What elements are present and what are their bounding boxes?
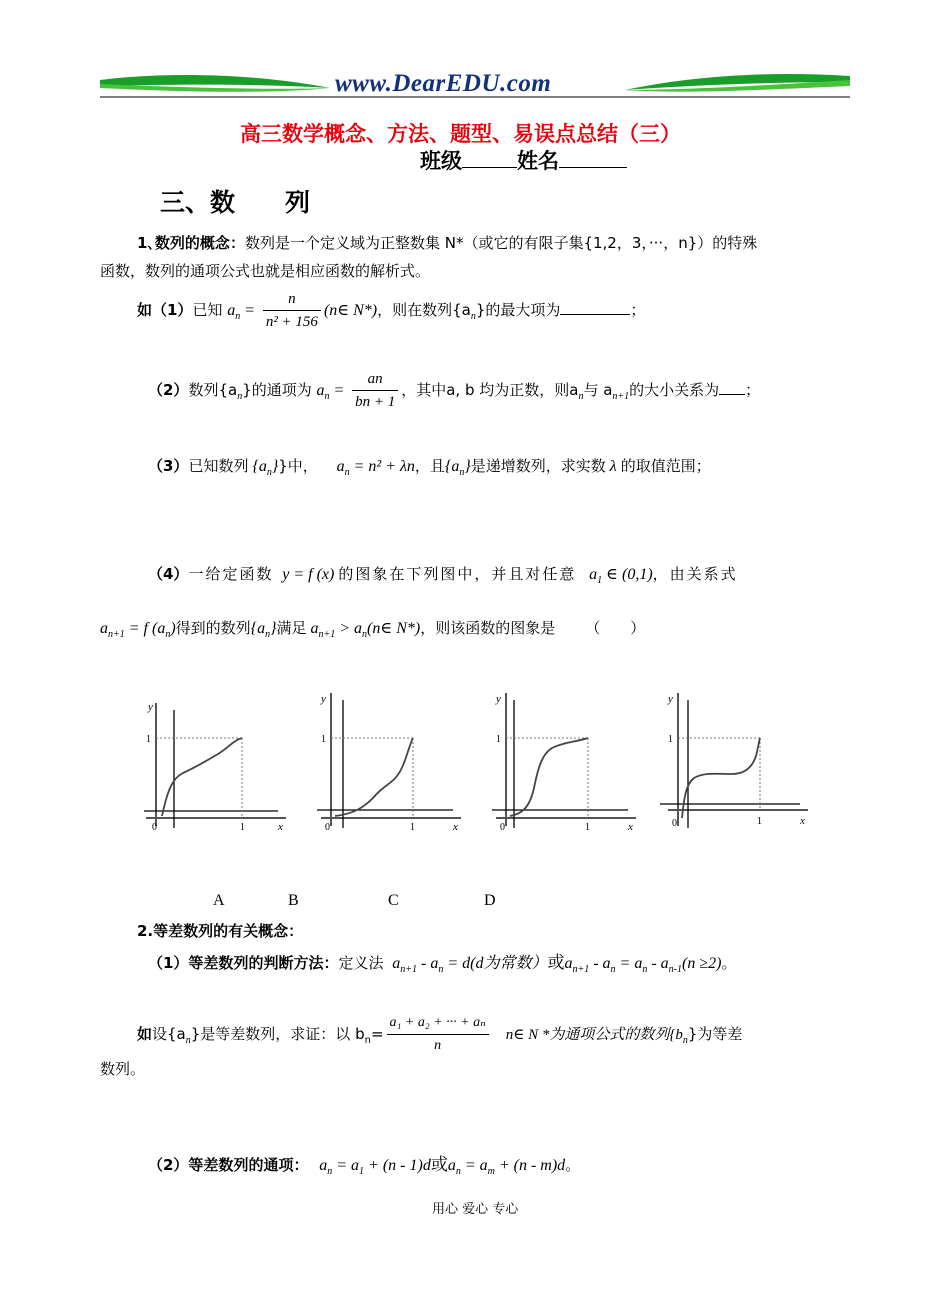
graph-label-a: A <box>213 892 225 909</box>
question-1: 如（1）已知 $a_n$ = $\frac{n}{\text{n² + 156}}$ (n∈ N*)，则在数列$\{a_n\}$的最大项为 ； <box>137 288 645 333</box>
page-title: 高三数学概念、方法、题型、易误点总结（三） <box>240 122 681 146</box>
arith-general-term: （2）等差数列的通项： $a_n = a_1 + (n - 1)d$或$a_n = a_m + (n - m)d$。 <box>148 1155 581 1178</box>
graph-label-b: B <box>288 892 299 909</box>
svg-text:1: 1 <box>585 822 590 833</box>
question-2: （2）数列$\{a_n\}$的通项为 $a_n$ = $\frac{an}{bn + 1}$ ，其中a, b 均为正数，则$a_n$与 $a_{n+1}$的大小关系为 ； <box>148 368 760 413</box>
q1-post2: }的最大项为 <box>475 301 561 319</box>
graph-b <box>313 688 463 838</box>
svg-text:x: x <box>800 815 805 827</box>
example: 如设$\{a_n\}$是等差数列，求证：以 $b_n=$ $\frac{\text{a₁ + a₂ + ··· + aₙ}}{n}$ n∈ N *为通项公式的数列$\{b_n\}$为等差 <box>137 1012 742 1057</box>
arith-judge: （1）等差数列的判断方法：定义法 $a_{n+1} - a_n = d(d$为常数）或$a_{n+1} - a_n = a_n - a_{n-1}(n \ge 2)$。 <box>148 953 737 976</box>
q1-post: ，则在数列{a <box>377 301 471 319</box>
svg-text:1: 1 <box>757 816 762 827</box>
svg-text:1: 1 <box>321 734 326 745</box>
concept-text: 数列是一个定义域为正整数集 N*（或它的有限子集{1,2，3，···，n}）的特殊 <box>244 234 758 252</box>
svg-text:y: y <box>148 701 153 713</box>
name-label: 姓名 <box>517 149 559 173</box>
concept-heading: 1､数列的概念： <box>137 234 245 252</box>
svg-text:1: 1 <box>668 734 673 745</box>
svg-text:1: 1 <box>146 734 151 745</box>
header-banner <box>100 68 850 102</box>
graph-a <box>138 688 288 838</box>
graph-d <box>660 688 810 838</box>
section-heading: 三、数 列 <box>160 188 311 217</box>
svg-text:1: 1 <box>240 822 245 833</box>
graphs-row <box>138 688 818 838</box>
class-label: 班级 <box>420 149 462 173</box>
q2-fraction: $\frac{an}{bn + 1}$ <box>352 368 398 413</box>
svg-text:y: y <box>321 693 326 705</box>
svg-text:y: y <box>496 693 501 705</box>
question-4-line2: $a_{n+1} = f$ $(a_n)$得到的数列$\{a_n\}$满足 $a_{n+1}$ > $a_n(n\in$ N*)，则该函数的图象是 （ ） <box>100 619 646 641</box>
svg-text:1: 1 <box>410 822 415 833</box>
q1-cond: (n∈ N*) <box>323 302 378 319</box>
svg-text:0: 0 <box>672 818 677 829</box>
q3-label: （3） <box>148 457 189 475</box>
svg-text:y: y <box>668 693 673 705</box>
svg-text:x: x <box>453 821 458 833</box>
graph-c <box>488 688 638 838</box>
arith-heading: 2.等差数列的有关概念： <box>137 922 304 940</box>
svg-text:x: x <box>278 821 283 833</box>
ex-fraction: $\frac{\text{a₁ + a₂ + ··· + aₙ}}{n}$ <box>387 1012 489 1057</box>
graph-label-d: D <box>484 892 496 909</box>
example-line2: 数列。 <box>100 1060 146 1078</box>
svg-text:0: 0 <box>500 822 505 833</box>
svg-text:0: 0 <box>152 822 157 833</box>
svg-text:x: x <box>628 821 633 833</box>
class-name-line <box>420 145 627 175</box>
concept-paragraph <box>137 232 757 253</box>
q4-label: （4） <box>148 565 189 583</box>
site-name: www.DearEDU.com <box>335 70 552 97</box>
q1-label: 如（1） <box>137 301 193 319</box>
q2-label: （2） <box>148 381 189 399</box>
footer: 用心 爱心 专心 <box>432 1202 519 1217</box>
graph-label-c: C <box>388 892 399 909</box>
question-3: （3）已知数列 $\{a_n\}$}中， $a_n = n^2 + \lambda n$，且$\{a_n\}$是递增数列，求实数 λ 的取值范围； <box>148 457 711 479</box>
question-4: （4）一给定函数 y = f (x) 的图象在下列图中，并且对任意 $a_1$ ∈ (0,1)，由关系式 <box>148 565 738 587</box>
q1-pre: 已知 <box>192 301 223 319</box>
concept-paragraph-line2: 函数，数列的通项公式也就是相应函数的解析式。 <box>100 262 431 280</box>
svg-text:0: 0 <box>325 822 330 833</box>
q1-fraction: $\frac{n}{\text{n² + 156}}$ <box>263 288 321 333</box>
svg-text:1: 1 <box>496 734 501 745</box>
